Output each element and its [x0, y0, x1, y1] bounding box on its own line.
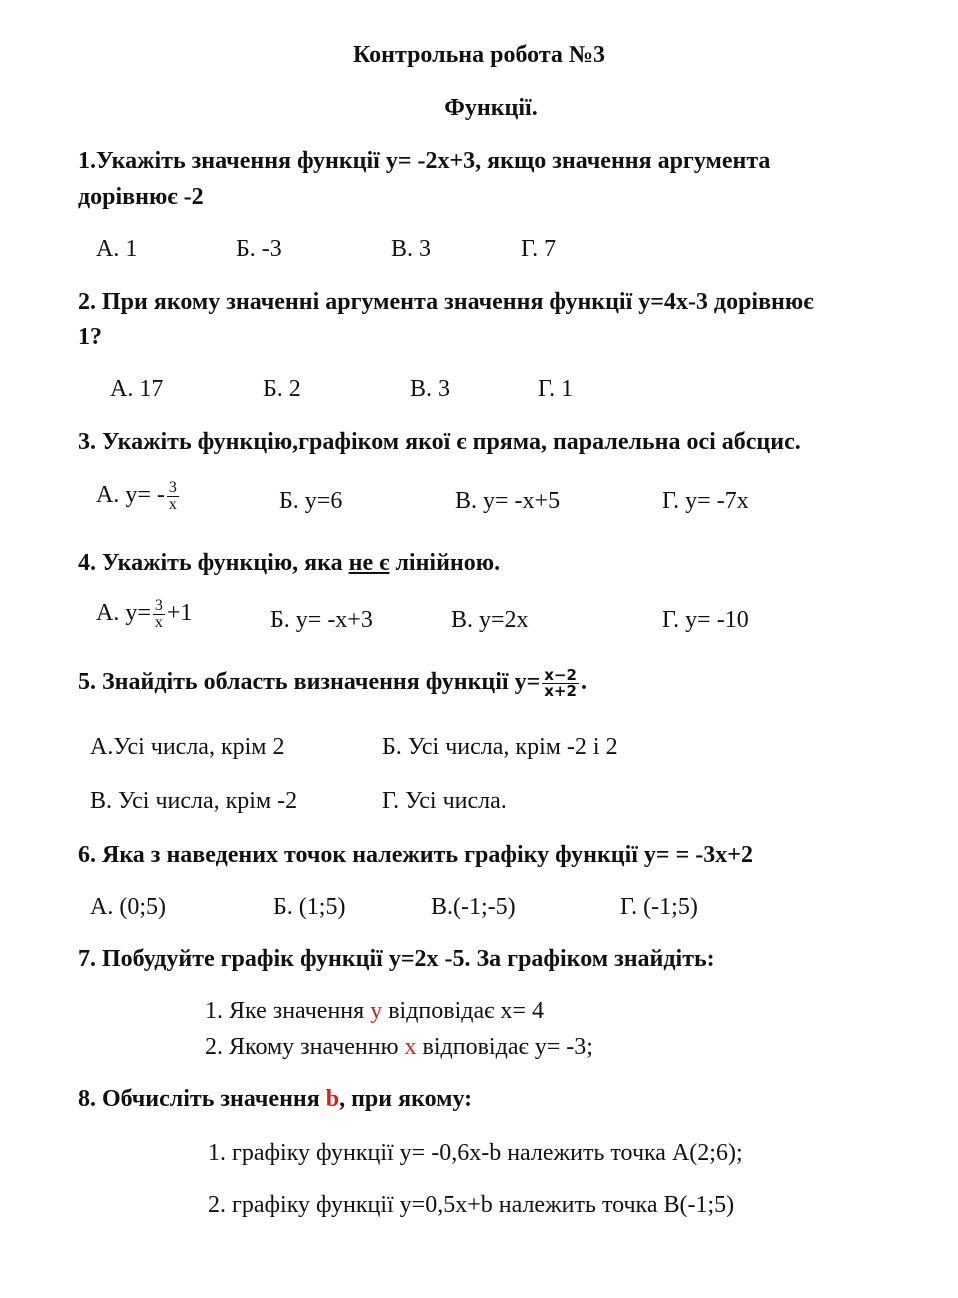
q4-option-a-prefix: А. y= [96, 600, 151, 627]
q8-item-2: 2. графіку функції y=0,5x+b належить точка B(-1;5) [208, 1192, 735, 1218]
question-5-end: . [580, 669, 587, 696]
q7-item-1 [205, 998, 544, 1025]
q2-option-c: В. 3 [410, 376, 451, 402]
question-1-line-2: дорівнює -2 [78, 184, 204, 210]
q6-option-b: Б. (1;5) [273, 894, 346, 920]
question-5 [78, 668, 587, 699]
q5-fraction [542, 668, 579, 699]
q3-option-a [96, 480, 181, 513]
page-title: Контрольна робота №3 [352, 42, 606, 68]
q5-option-b: Б. Усі числа, крім -2 і 2 [382, 734, 618, 760]
q6-option-a: А. (0;5) [90, 894, 166, 920]
question-3: 3. Укажіть функцію,графіком якої є пряма, паралельна осі абсцис. [78, 429, 801, 455]
q7-item-2-after: відповідає y= -3; [416, 1034, 593, 1060]
q4-fraction-denominator: x [154, 614, 163, 631]
question-2-line-2: 1? [78, 324, 102, 350]
q4-option-b: Б. y= -x+3 [270, 607, 373, 633]
q4-option-a [96, 598, 192, 631]
q7-item-2-var: x [404, 1034, 417, 1060]
q5-option-a: А.Усі числа, крім 2 [90, 734, 285, 760]
q1-option-a: А. 1 [96, 236, 138, 262]
q4-option-c: В. y=2x [451, 607, 529, 633]
page-subtitle: Функції. [444, 95, 538, 121]
question-7: 7. Побудуйте графік функції y=2x -5. За графіком знайдіть: [78, 946, 715, 972]
question-8-text-before: 8. Обчисліть значення [78, 1086, 326, 1112]
question-5-text: 5. Знайдіть область визначення функції y= [78, 669, 541, 696]
q7-item-2-before: 2. Якому значенню [205, 1034, 405, 1060]
q5-fraction-denominator: x+2 [544, 682, 577, 700]
q3-option-b: Б. y=6 [279, 488, 343, 514]
q6-option-c: В.(-1;-5) [431, 894, 516, 920]
q3-option-d: Г. y= -7x [662, 488, 749, 514]
q2-option-a: А. 17 [110, 376, 164, 402]
q8-item-1: 1. графіку функції y= -0,6x-b належить точка A(2;6); [208, 1140, 743, 1166]
q7-item-1-after: відповідає x= 4 [382, 998, 544, 1024]
question-4 [78, 550, 500, 577]
q1-option-d: Г. 7 [521, 236, 557, 262]
q5-option-c: В. Усі числа, крім -2 [90, 788, 298, 814]
q7-item-2 [205, 1034, 593, 1061]
q4-fraction-numerator: 3 [154, 597, 163, 614]
q1-option-c: В. 3 [391, 236, 432, 262]
q3-option-c: В. y= -x+5 [455, 488, 561, 514]
question-6: 6. Яка з наведених точок належить графіку функції y= = -3x+2 [78, 842, 753, 868]
question-8-text-after: , при якому: [339, 1086, 473, 1112]
question-4-text-before: 4. Укажіть функцію, яка [78, 550, 349, 576]
question-4-text-after: лінійною. [389, 550, 501, 576]
question-2-line-1: 2. При якому значенні аргумента значення функції y=4x-3 дорівнює [78, 289, 814, 315]
q7-item-1-var: y [370, 998, 383, 1024]
question-8-var: b [325, 1086, 340, 1112]
q2-option-d: Г. 1 [538, 376, 574, 402]
q3-fraction-denominator: x [168, 496, 177, 513]
q4-option-a-suffix: +1 [166, 600, 193, 627]
q4-option-a-fraction [153, 598, 165, 631]
q3-fraction-numerator: 3 [168, 479, 177, 496]
question-1-line-1: 1.Укажіть значення функції y= -2x+3, якщо значення аргумента [78, 148, 771, 174]
q4-option-d: Г. y= -10 [662, 607, 749, 633]
q6-option-d: Г. (-1;5) [620, 894, 698, 920]
q3-option-a-fraction [167, 480, 179, 513]
question-8 [78, 1086, 472, 1113]
q7-item-1-before: 1. Яке значення [205, 998, 371, 1024]
q5-fraction-numerator: x−2 [544, 666, 577, 684]
q2-option-b: Б. 2 [263, 376, 301, 402]
question-4-underlined: не є [348, 550, 390, 576]
q3-option-a-prefix: А. y= - [96, 482, 165, 509]
q1-option-b: Б. -3 [236, 236, 282, 262]
q5-option-d: Г. Усі числа. [382, 788, 507, 814]
